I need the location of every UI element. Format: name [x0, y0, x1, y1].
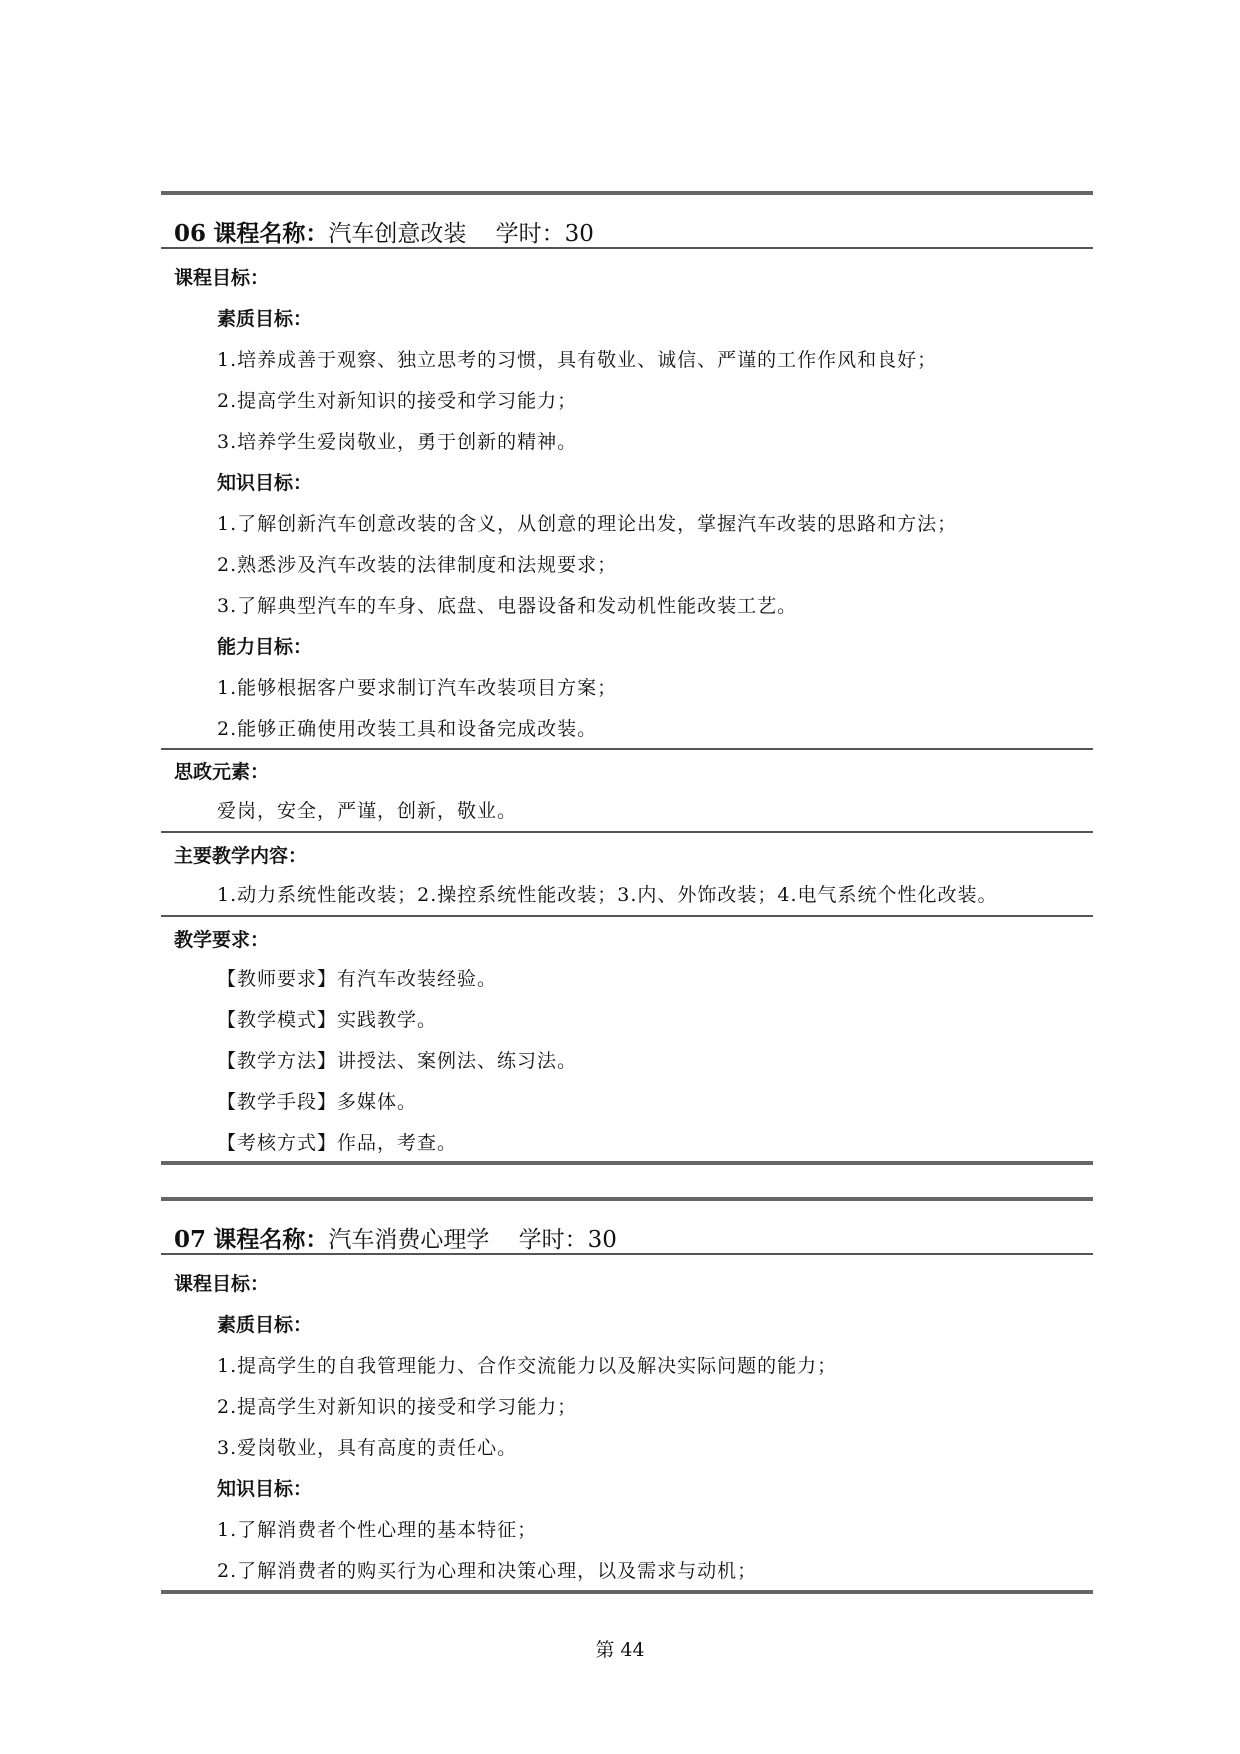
hours-value: 30 [587, 1227, 617, 1253]
knowledge-label: 知识目标： [217, 1478, 313, 1500]
list-item: 【考核方式】作品，考查。 [217, 1132, 458, 1154]
page-number: 第 44 [595, 1639, 645, 1661]
list-item: 【教学方法】讲授法、案例法、练习法。 [217, 1050, 578, 1072]
list-item: 【教师要求】有汽车改装经验。 [217, 968, 498, 990]
requirements-label: 教学要求： [174, 929, 270, 951]
divider [161, 1253, 1093, 1255]
divider [161, 247, 1093, 249]
hours-value: 30 [564, 221, 594, 247]
content-text: 1.动力系统性能改装；2.操控系统性能改装；3.内、外饰改装；4.电气系统个性化改装。 [217, 884, 998, 906]
list-item: 2.提高学生对新知识的接受和学习能力； [217, 1396, 578, 1418]
list-item: 2.熟悉涉及汽车改装的法律制度和法规要求； [217, 554, 618, 576]
list-item: 2.了解消费者的购买行为心理和决策心理，以及需求与动机； [217, 1560, 758, 1582]
bottom-rule [161, 1161, 1093, 1165]
bottom-rule [161, 1590, 1093, 1594]
list-item: 2.提高学生对新知识的接受和学习能力； [217, 390, 578, 412]
top-rule [161, 191, 1093, 195]
top-rule [161, 1197, 1093, 1201]
course-title [174, 1221, 1106, 1254]
goals-label: 课程目标： [174, 267, 270, 289]
course-name: 汽车消费心理学 [328, 1227, 490, 1253]
quality-label: 素质目标： [217, 1314, 313, 1336]
course-07 [161, 1197, 1093, 1597]
hours-label: 学时： [518, 1227, 588, 1253]
list-item: 1.培养成善于观察、独立思考的习惯，具有敬业、诚信、严谨的工作作风和良好； [217, 349, 938, 371]
course-number: 07 [174, 1226, 207, 1253]
course-title [174, 215, 1106, 248]
list-item: 3.培养学生爱岗敬业，勇于创新的精神。 [217, 431, 578, 453]
course-name: 汽车创意改装 [328, 221, 467, 247]
course-number: 06 [174, 220, 207, 247]
divider [161, 748, 1093, 750]
course-name-label: 课程名称： [213, 1226, 329, 1253]
course-name-label: 课程名称： [213, 220, 329, 247]
divider [161, 831, 1093, 833]
ideology-text: 爱岗，安全，严谨，创新，敬业。 [217, 800, 518, 822]
list-item: 1.了解创新汽车创意改装的含义，从创意的理论出发，掌握汽车改装的思路和方法； [217, 513, 958, 535]
list-item: 【教学手段】多媒体。 [217, 1091, 418, 1113]
goals-label: 课程目标： [174, 1273, 270, 1295]
ability-label: 能力目标： [217, 636, 313, 658]
content-label: 主要教学内容： [174, 845, 308, 867]
ideology-label: 思政元素： [174, 761, 270, 783]
course-06 [161, 191, 1093, 1166]
list-item: 2.能够正确使用改装工具和设备完成改装。 [217, 718, 598, 740]
list-item: 3.了解典型汽车的车身、底盘、电器设备和发动机性能改装工艺。 [217, 595, 798, 617]
list-item: 1.了解消费者个性心理的基本特征； [217, 1519, 538, 1541]
hours-label: 学时： [495, 221, 565, 247]
list-item: 【教学模式】实践教学。 [217, 1009, 438, 1031]
list-item: 1.提高学生的自我管理能力、合作交流能力以及解决实际问题的能力； [217, 1355, 838, 1377]
list-item: 1.能够根据客户要求制订汽车改装项目方案； [217, 677, 618, 699]
knowledge-label: 知识目标： [217, 472, 313, 494]
divider [161, 915, 1093, 917]
list-item: 3.爱岗敬业，具有高度的责任心。 [217, 1437, 518, 1459]
quality-label: 素质目标： [217, 308, 313, 330]
